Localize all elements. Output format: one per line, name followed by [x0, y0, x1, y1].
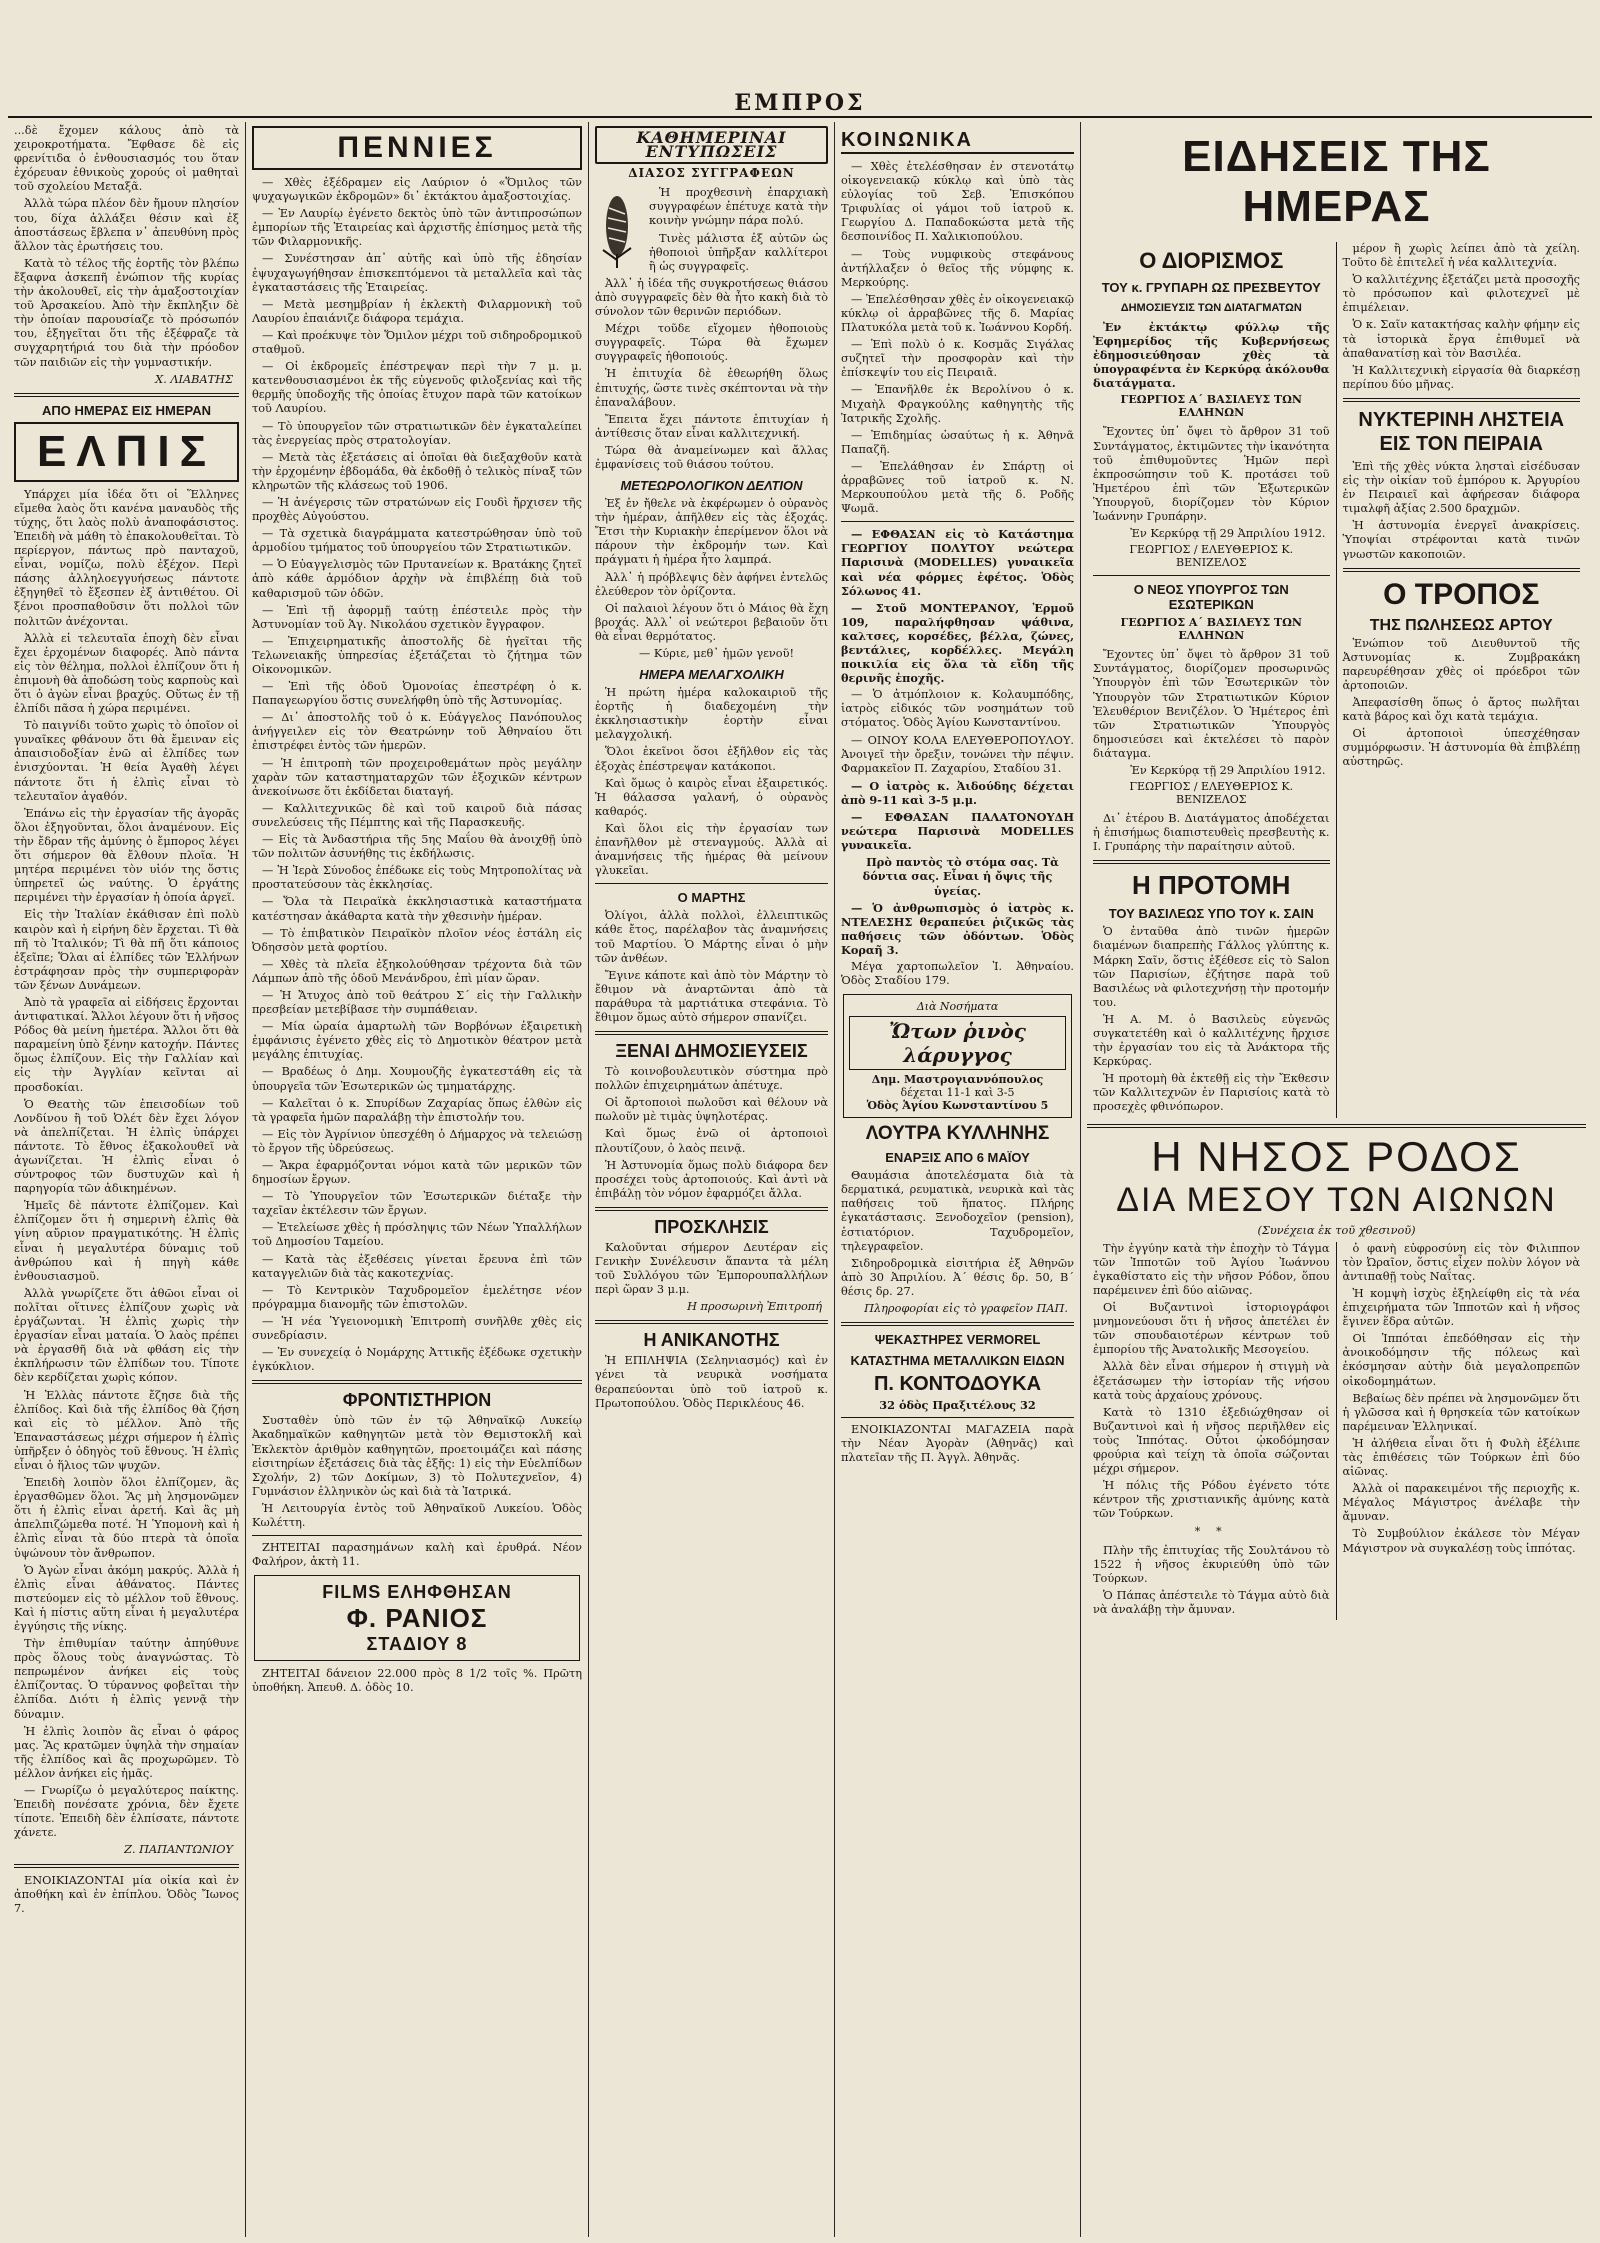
- section-rubric: ΑΠΟ ΗΜΕΡΑΣ ΕΙΣ ΗΜΕΡΑΝ: [42, 402, 211, 418]
- column-2: [246, 122, 589, 2237]
- paragraph: Σιδηροδρομικὰ εἰσιτήρια ἐξ Ἀθηνῶν ἀπὸ 30 Ἀπριλίου. Ἀ΄ θέσις δρ. 50, Β΄ θέσις δρ. 27.: [841, 1256, 1074, 1298]
- article-body: [14, 488, 239, 1841]
- paragraph: Τὸ Συμβούλιον ἐκάλεσε τὸν Μέγαν Μάγιστρον νὰ συγκαλέσῃ τοὺς ἱππότας.: [1342, 1527, 1580, 1555]
- paragraph: Ὁ ἐνταῦθα ἀπὸ τινῶν ἡμερῶν διαμένων διαπρεπὴς Γάλλος γλύπτης κ. Μάρκη Σαῖν, ὅστις ἐξέθεσε εἰς τὸ Salon τῶν Παρισίων, ἐζήτησε παρὰ τοῦ Βασιλέως νὰ φιλοτεχνήσῃ τὴν προτομήν του.: [1093, 925, 1330, 1009]
- paragraph: — Χθὲς ἐτελέσθησαν ἐν στενοτάτῳ οἰκογενειακῷ κύκλῳ καὶ ὑπὸ τὰς εὐλογίας τοῦ Σεβ. Ἐπισκόπου Τριφυλίας οἱ γάμοι τοῦ ἰατροῦ κ. Γεωργίου Δ. Παπαδοκώστα μετὰ τῆς δεσποινίδος Π. Χαλικιοπούλου.: [841, 160, 1074, 244]
- brief: — Ἡ ἐπιτροπὴ τῶν προχειροθεμάτων πρὸς μεγάλην χαρὰν τῶν καταστηματαρχῶν τῶν ἐξοχικῶν κέντρων ἀνεκοίνωσε ὅτι ἐκδίδεται διαταγή.: [252, 756, 582, 798]
- decree-heading: ΓΕΩΡΓΙΟΣ Α΄ ΒΑΣΙΛΕΥΣ ΤΩΝ ΕΛΛΗΝΩΝ: [1120, 616, 1302, 643]
- paragraph: Τινὲς μάλιστα ἐξ αὐτῶν ὡς ἠθοποιοὶ ὑπῆρξαν καλλίτεροι ἢ ὡς συγγραφεῖς.: [649, 231, 828, 273]
- brief: — Δι᾽ ἀποστολῆς τοῦ ὁ κ. Εὐάγγελος Πανόπουλος ἀνήγγειλεν εἰς τὸν Θεατρώνην τοῦ Ἀθηναίου ὅτι ἐπιστρέφει ἐντὸς τῶν ἡμερῶν.: [252, 711, 582, 753]
- paragraph: Καὶ ὅμως ἐνῶ οἱ ἀρτοποιοὶ πλουτίζουν, ὁ λαὸς πεινᾷ.: [595, 1127, 828, 1155]
- brief: — Ἐν Λαυρίῳ ἐγένετο δεκτὸς ὑπὸ τῶν ἀντιπροσώπων ἐμπορίων τῆς Ἑταιρείας καὶ ἀρχιστῆς ἐπίσημος μετὰ τῆς τῶν Φιλαρμονικῆς.: [252, 207, 582, 249]
- brief: — Οἱ ἐκδρομεῖς ἐπέστρεψαν περὶ τὴν 7 μ. μ. κατενθουσιασμένοι ἐκ τῆς εὐγενοῦς φιλοξενίας καὶ τῆς θερμῆς ὑποδοχῆς τῆς ὁποίας ἔτυχον παρὰ τῶν κατοίκων τοῦ Λαυρίου.: [252, 360, 582, 416]
- paragraph: Συσταθὲν ὑπὸ τῶν ἐν τῷ Ἀθηναϊκῷ Λυκείῳ Ἀκαδημαϊκῶν καθηγητῶν μετὰ τὸν Θεμιστοκλῆ καὶ Ἐκλεκτὸν ἀριθμὸν καθηγητῶν, προετοιμάζει καὶ πάσης εἰσιτηρίων ἐξετάσεις διὰ τὰς ἑξῆς: 1) εἰς τὴν Εὐελπίδων Σχολήν, 2) τῶν Δοκίμων, 3) τὸ Πολυτεχνεῖον, 4) Γυμνάσιον ἑλληνικὸν ὡς καὶ διὰ τὰ Ἰατρικά.: [252, 1414, 582, 1498]
- news-grid: [1087, 242, 1586, 1118]
- paragraph: Ἡ ἐπιτυχία δὲ ἐθεωρήθη ὅλως ἐπιτυχής, ὥστε τινὲς σκέπτονται νὰ τὴν ἐπαναλάβουν.: [595, 367, 828, 409]
- paragraph: Ἡ ἐλπὶς λοιπὸν ἂς εἶναι ὁ φάρος μας. Ἂς κρατῶμεν ὑψηλὰ τὴν σημαίαν τῆς ἐλπίδος καὶ ἂς προχωρῶμεν. Τὸ μέλλον ἀνήκει εἰς ἡμᾶς.: [14, 1724, 239, 1780]
- paragraph: Μέχρι τοῦδε εἴχομεν ἠθοποιοὺς συγγραφεῖς. Τώρα θὰ ἔχωμεν συγγραφεῖς ἠθοποιούς.: [595, 322, 828, 364]
- feature-left: [1087, 1242, 1337, 1620]
- brief: — Καλεῖται ὁ κ. Σπυρίδων Ζαχαρίας ὅπως ἐλθὼν εἰς τὰ γραφεῖα ἡμῶν παραλάβῃ τὴν ἐπιστολήν του.: [252, 1096, 582, 1124]
- brief: — Ἡ ἀνέγερσις τῶν στρατώνων εἰς Γουδὶ ἤρχισεν τῆς προχθὲς Αὐγούστου.: [252, 495, 582, 524]
- paragraph: Βεβαίως δὲν πρέπει νὰ λησμονῶμεν ὅτι ἡ γλῶσσα καὶ ἡ θρησκεία τῶν κατοίκων παρέμειναν Ἑλληνικαί.: [1342, 1391, 1580, 1433]
- brief: — Κατὰ τὰς ἐξεθέσεις γίνεται ἔρευνα ἐπὶ τῶν καταγγελιῶν διὰ τὰς κακοτεχνίας.: [252, 1252, 582, 1280]
- advert: — Ὁ ἀνθρωπισμὸς ὁ ἰατρὸς κ. ΝΤΕΛΕΣΗΣ θεραπεύει ῥιζικῶς τὰς παθήσεις τῶν ὀδόντων. Ὁδὸς Κοραῆ 3.: [841, 900, 1074, 957]
- paragraph: Τὴν ἐπιθυμίαν ταύτην ἀπηύθυνε πρὸς ὅλους τοὺς ἀναγνώστας. Τὸ πεπρωμένον ἀνήκει εἰς τοὺς ἐλπίζοντας. Ὁ τύραννος φοβεῖται τὴν ἐλπίδα. Διότι ἡ ἐλπὶς γεννᾷ τὴν δύναμιν.: [14, 1637, 239, 1721]
- paragraph: Υπάρχει μία ἰδέα ὅτι οἱ Ἕλληνες εἴμεθα λαὸς ὅτι κανένα μαναυδὸς τῆς τύχης, ὅτι λαὸς πολὺ ἀναποφάσιστος. Ἐπειδὴ νὰ μάθη τὸ ἐπακολουθεῖται. Τὸ περίεργον, πάντως πρὸ πανταχοῦ, εἶναι, νομίζω, πολὺ ἐξέχον. Περὶ πάσης ἀλληλοεγγυήσεως πάντοτε ἐξηγηθεῖ τὸ ἔξεσπεν ἐξ ἀντιθέτου. Οἱ ξένοι προσπαθοῦσιν ὅτι πολλοὶ τῶν πολιτῶν ἀνέχονται.: [14, 487, 239, 628]
- signers: ΓΕΩΡΓΙΟΣ / ΕΛΕΥΘΕΡΙΟΣ Κ. ΒΕΝΙΖΕΛΟΣ: [1129, 780, 1294, 807]
- paragraph: Οἱ Βυζαντινοὶ ἱστοριογράφοι μνημονεύουσι ὅτι ἡ νῆσος ἀπετέλει ἐν τῶν σπουδαιοτέρων κέντρων τοῦ ἐμπορίου τῆς Ἀνατολικῆς Μεσογείου.: [1093, 1301, 1330, 1357]
- news-left: [1087, 242, 1337, 1118]
- paragraph: Κατὰ τὸ 1310 ἐξεδιώχθησαν οἱ Βυζαντινοὶ καὶ ἡ νῆσος περιῆλθεν εἰς τοὺς Ἱππότας. Οὗτοι ᾠκοδόμησαν φρούρια καὶ τείχη τὰ ὁποῖα σώζονται μέχρι σήμερον.: [1093, 1405, 1330, 1476]
- paragraph: Οἱ ἄρτοποιοὶ πωλοῦσι καὶ θέλουν νὰ πωλοῦν μὲ τιμὰς ὑψηλοτέρας.: [595, 1096, 828, 1124]
- section-title: Η ΑΝΙΚΑΝΟΤΗΣ: [643, 1330, 780, 1351]
- advert-name: Δημ. Μαστρογιαννόπουλος: [871, 1073, 1044, 1087]
- advert: — Στοῦ ΜΟΝΤΕΡΑΝΟΥ, Ἑρμοῦ 109, παραλήφθησαν ψάθινα, καλτσες, κορσέδες, βέλλα, ζώνες, βεντάλιες, κορδέλλες. Μεγάλη ποικιλία εἰς ὅλα τὰ εἴδη τῆς θερινῆς ἐποχῆς.: [841, 600, 1074, 686]
- divider: [1343, 398, 1581, 402]
- brief: — Τὰ σχετικὰ διαγράμματα κατεστρώθησαν ὑπὸ τοῦ ἀρμοδίου τμήματος τοῦ ὑπουργείου τῶν Στρατιωτικῶν.: [252, 527, 582, 555]
- paragraph: Καλοῦνται σήμερον Δευτέραν εἰς Γενικὴν Συνέλευσιν ἅπαντα τὰ μέλη τοῦ Συλλόγου τῶν Ἐμπορουπαλλήλων περὶ ὥραν 3 μ.μ.: [595, 1240, 828, 1297]
- feature-title: Η ΝΗΣΟΣ ΡΟΔΟΣ: [1151, 1132, 1522, 1180]
- paragraph: Ἡ Α. Μ. ὁ Βασιλεὺς εὐγενῶς συγκατετέθη καὶ ὁ καλλιτέχνης ἤρχισε τὴν ἐργασίαν του εἰς τὰ Ἀνάκτορα τῆς Κερκύρας.: [1093, 1012, 1330, 1069]
- paragraph: Οἱ ἀρτοποιοὶ ὑπεσχέθησαν συμμόρφωσιν. Ἡ ἀστυνομία θὰ ἐπιβλέπῃ αὐστηρῶς.: [1342, 727, 1580, 769]
- paragraph: Ἐνώπιον τοῦ Διευθυντοῦ τῆς Ἀστυνομίας κ. Ζυμβρακάκη παρευρέθησαν χθὲς οἱ πρόεδροι τῶν ἀρτοποιῶν.: [1342, 636, 1580, 692]
- paragraph: Ἡμεῖς δὲ πάντοτε ἐλπίζομεν. Καὶ ἐλπίζομεν ὅτι ἡ σημερινὴ ἐλπὶς θὰ γίνη αὔριον πραγματικότης. Ἡ ἐλπὶς εἶναι ἡ μεγαλυτέρα δύναμις τοῦ ἀνθρώπου καὶ ἡ πηγὴ κάθε ἐνθουσιασμοῦ.: [14, 1199, 239, 1283]
- divider: [1093, 860, 1330, 864]
- brief: — Τὸ Κεντρικὸν Ταχυδρομεῖον ἐμελέτησε νέον πρόγραμμα διανομῆς τῶν ἐπιστολῶν.: [252, 1283, 582, 1311]
- brief: — Τὸ ὑπουργεῖον τῶν στρατιωτικῶν δὲν ἐγκαταλείπει τὰς ἐνεργείας πρὸς στρατολογίαν.: [252, 419, 582, 447]
- paragraph: Ἀπεφασίσθη ὅπως ὁ ἄρτος πωλῆται κατὰ βάρος καὶ ὄχι κατὰ τεμάχια.: [1342, 695, 1580, 724]
- masthead: [0, 0, 1600, 118]
- paper-name: ΕΜΠΡΟΣ: [734, 90, 866, 116]
- feature-right: [1337, 1242, 1587, 1620]
- brief: — Εἰς τὰ Ἀνδαστήρια τῆς 5ης Μαΐου θὰ ἀνοιχθῇ ὑπὸ τῶν πολιτῶν ἀσυνήθης τις ἐκδήλωσις.: [252, 833, 582, 861]
- divider: [1343, 568, 1581, 572]
- brief: — Ὁ Εὐαγγελισμὸς τῶν Πρυτανείων κ. Βρατάκης ζητεῖ ἀπὸ κάθε ἁρμόδιον ἀρχὴν νὰ ἐπιβλέπῃ διὰ τοῦ καθαρισμοῦ τῶν ὁδῶν.: [252, 558, 582, 600]
- divider: [252, 1380, 582, 1384]
- column-title: ΚΟΙΝΩΝΙΚΑ: [841, 128, 1074, 154]
- signature: Ζ. ΠΑΠΑΝΤΩΝΙΟΥ: [124, 1843, 233, 1857]
- column-1: [8, 122, 246, 2237]
- paragraph: Ἐπειδὴ λοιπὸν ὅλοι ἐλπίζομεν, ἂς ἐργασθῶμεν ὅλοι. Ἂς μὴ λησμονῶμεν ὅτι ἡ ἐλπὶς εἶναι ἀρετή. Καὶ ἂς μὴ ἀπελπιζώμεθα ποτέ. Ἡ Ὑπομονὴ καὶ ἡ ἐλπὶς εἶναι τὰ δύο πτερὰ τὰ ὁποῖα ὑψώνουν τὸν ἄνθρωπον.: [14, 1476, 239, 1560]
- advert: — ΕΦΘΑΣΑΝ εἰς τὸ Κατάστημα ΓΕΩΡΓΙΟΥ ΠΟΛΥΤΟΥ νεώτερα Παρισινὰ (MODELLES) γυναικεῖα καὶ νέα φόρμες ἐφέτος. Ὁδὸς Σόλωνος 41.: [841, 527, 1074, 598]
- paragraph: Ὅλοι ἐκεῖνοι ὅσοι ἐξῆλθον εἰς τὰς ἐξοχὰς ἐπέστρεψαν κατάκοποι.: [595, 745, 828, 773]
- paragraph: Ἡ προτομὴ θὰ ἐκτεθῇ εἰς τὴν Ἔκθεσιν τῶν Καλλιτεχνῶν ἐν Παρισίοις κατὰ τὸ προσεχὲς φθινόπωρον.: [1093, 1072, 1330, 1114]
- brief: — Χθὲς ἐξέδραμεν εἰς Λαύριον ὁ «Ὅμιλος τῶν ψυχαγωγικῶν ἐκδρομῶν» δι᾽ ἐκτάκτου ἀμαξοστοιχίας.: [252, 176, 582, 204]
- brief: — Ἐπὶ τῆς ὁδοῦ Ὀμονοίας ἐπεστρέφη ὁ κ. Παπαγεωργίου ὅστις συνελήφθη ὑπὸ τῆς Ἀστυνομίας.: [252, 680, 582, 708]
- divider: [14, 1864, 239, 1868]
- paragraph: Ἀλλ᾽ ἡ ἰδέα τῆς συγκροτήσεως θιάσου ἀπὸ συγγραφεῖς δὲν θὰ ἦτο κακὴ διὰ τὸ σύνολον τῶν θερινῶν περιόδων.: [595, 276, 828, 319]
- paragraph: Ἡ πόλις τῆς Ρόδου ἐγένετο τότε κέντρον τῆς χριστιανικῆς ἀμύνης κατὰ τῶν Τούρκων.: [1093, 1479, 1330, 1521]
- column-title: ΠΕΝΝΙΕΣ: [252, 126, 582, 170]
- paragraph: Ἡ ἀστυνομία ἐνεργεῖ ἀνακρίσεις. Ὑποψίαι στρέφονται κατὰ τινῶν γνωστῶν κακοποιῶν.: [1342, 519, 1580, 561]
- brief: — Ὅλα τὰ Πειραϊκὰ ἐκκλησιαστικὰ καταστήματα κατέστησαν ἀκάθαρτα κατὰ τὴν χθεσινὴν ἡμέραν.: [252, 895, 582, 923]
- brief: — Ἐπὶ τῇ ἀφορμῇ ταύτῃ ἐπέστειλε πρὸς τὴν Ἀστυνομίαν τοῦ Ἁγ. Νικολάου σχετικὸν ἔγγραφον.: [252, 603, 582, 631]
- paragraph: — Ἐπιδημίας ὡσαύτως ἡ κ. Ἀθηνᾶ Παπαζῆ.: [841, 428, 1074, 456]
- article-title: Η ΠΡΟΤΟΜΗ: [1132, 870, 1291, 901]
- paragraph: — Ἐπανῆλθε ἐκ Βερολίνου ὁ κ. Μιχαὴλ Φραγκούλης καθηγητὴς τῆς Ἰατρικῆς Σχολῆς.: [841, 383, 1074, 425]
- feature-columns: [1087, 1242, 1586, 1620]
- paragraph: Πλὴν τῆς ἐπιτυχίας τῆς Σουλτάνου τὸ 1522 ἡ νῆσος ἐκυριεύθη ὑπὸ τῶν Τούρκων.: [1093, 1543, 1330, 1585]
- advert: — ΕΦΘΑΣΑΝ ΠΑΛΑΤΟΝΟΥΔΗ νεώτερα Παρισινὰ MODELLES γυναικεῖα.: [841, 810, 1074, 853]
- article-title: Ο ΤΡΟΠΟΣ: [1383, 577, 1540, 611]
- paragraph: Θαυμάσια ἀποτελέσματα διὰ τὰ δερματικά, ρευματικὰ, νευρικὰ καὶ τὰς παθήσεις τοῦ ἥπατος. Πλήρης ἐγκατάστασις. Ξενοδοχεῖον (pension), ἑστιατόριον. Ταχυδρομεῖον, τηλεγραφεῖον.: [841, 1169, 1074, 1253]
- brief: — Μία ὡραία ἁμαρτωλὴ τῶν Βορβόνων ἐξαιρετικὴ ἐμφάνισις ἐγένετο χθὲς εἰς τὸ Δημοτικὸν θέατρον μετὰ μεγάλης ἐπιτυχίας.: [252, 1020, 582, 1062]
- paragraph: — Ἐπελάθησαν ἐν Σπάρτῃ οἱ ἀρραβῶνες τοῦ ἰατροῦ κ. Ν. Μερκουπούλου μετὰ τῆς δ. Ροδῆς Ψωμᾶ.: [841, 459, 1074, 516]
- section-title: ΜΕΤΕΩΡΟΛΟΓΙΚΟΝ ΔΕΛΤΙΟΝ: [620, 478, 803, 494]
- article-subtitle: ΤΗΣ ΠΩΛΗΣΕΩΣ ΑΡΤΟΥ: [1369, 616, 1553, 634]
- brief: — Συνέστησαν ἀπ᾽ αὐτῆς καὶ ὑπὸ τῆς ἐδησίαν ἐψυχαγωγήθησαν ἐπισκεπτόμενοι τὰ μεταλλεῖα καὶ τὰς ἐγκαταστάσεις τῆς Ἑταιρείας.: [252, 252, 582, 294]
- brief: — Μετὰ τὰς ἐξετάσεις αἱ ὁποῖαι θὰ διεξαχθοῦν κατὰ τὴν ἐρχομένην ἑβδομάδα, θὰ ἐκδοθῇ ὁ τελικὸς πίναξ τῶν κληρωτῶν τῆς κλάσεως τοῦ 1906.: [252, 450, 582, 492]
- paragraph: Ἔπειτα ἔχει πάντοτε ἐπιτυχίαν ἡ ἀντίθεσις ὅταν εἶναι καλλιτεχνική.: [595, 412, 828, 440]
- divider: [595, 1031, 828, 1035]
- brief: — Βραδέως ὁ Δημ. Χουμουζῆς ἐγκατεστάθη εἰς τὰ ὑπουργεῖα τῶν Ἐσωτερικῶν ὡς τμηματάρχης.: [252, 1065, 582, 1093]
- divider: [252, 1535, 582, 1536]
- brief: — Μετὰ μεσημβρίαν ἡ ἐκλεκτὴ Φιλαρμονικὴ τοῦ Λαυρίου ἐπαιάνιζε διάφορα τεμάχια.: [252, 297, 582, 325]
- continuation-note: (Συνέχεια ἐκ τοῦ χθεσινοῦ): [1257, 1223, 1416, 1237]
- divider: [841, 1417, 1074, 1418]
- paragraph: Ἡ ἀλήθεια εἶναι ὅτι ἡ Φυλὴ ἐξέλιπε τὰς ἐπιθέσεις τῶν Τούρκων ἐπὶ δύο αἰῶνας.: [1342, 1436, 1580, 1479]
- advert: — Ὁ ἀτμόπλοιον κ. Κολαυμπόδης, ἰατρὸς εἰδικός τῶν νοσημάτων τοῦ στόματος. Ὁδὸς Ἁγίου Κωνσταντίνου.: [841, 688, 1074, 730]
- paragraph: Ὁ καλλιτέχνης ἐξετάζει μετὰ προσοχῆς τὸ πρόσωπον καὶ φιλοτεχνεῖ μὲ ἐπιμέλειαν.: [1342, 273, 1580, 315]
- article-subtitle: ΤΟΥ κ. ΓΡΥΠΑΡΗ ΩΣ ΠΡΕΣΒΕΥΤΟΥ: [1101, 280, 1321, 295]
- paragraph: ...δὲ ἔχομεν κάλους ἀπὸ τὰ χειροκροτήματα. Ἔφθασε δὲ εἰς φρενίτιδα ὁ ἐνθουσιασμός του ὅταν ἐχόρευαν ἐθνικοὺς χορούς οἱ μαθηταὶ τοῦ σχολείου Μεταξᾶ.: [14, 124, 239, 194]
- divider: [841, 521, 1074, 522]
- brief: — Τὸ ἐπιβατικὸν Πειραϊκὸν πλοῖον νέος ἐστάλη εἰς Ὀδησσὸν μετὰ φορτίου.: [252, 926, 582, 954]
- advert-hours: δέχεται 11-1 καὶ 3-5: [900, 1086, 1015, 1100]
- brief: — Ἐν συνεχείᾳ ὁ Νομάρχης Ἀττικῆς ἐξέδωκε σχετικὴν ἐγκύκλιον.: [252, 1346, 582, 1374]
- advert-address: Ὁδὸς Ἁγίου Κωνσταντίνου 5: [866, 1099, 1049, 1113]
- section-subtitle: ΕΝΑΡΞΙΣ ΑΠΟ 6 ΜΑΪΟΥ: [885, 1150, 1030, 1166]
- brief: — Ἡ νέα Ὑγειονομικὴ Ἐπιτροπὴ συνῆλθε χθὲς εἰς συνεδρίασιν.: [252, 1314, 582, 1343]
- paragraph: Ἔχοντες ὑπ᾽ ὄψει τὸ ἄρθρον 31 τοῦ Συντάγματος, ἐκτιμῶντες τὴν ἱκανότητα τοῦ ἐπιθυμοῦντες Ἡμῶν περὶ ἐκπροσώπησιν τοῦ Κ. προτάσει τοῦ Ἡμετέρου ἐπὶ τῶν Ἐξωτερικῶν Ὑπουργοῦ, διορίζομεν τὸν Κύριον Ἰωάννην Γρυπάρην.: [1093, 425, 1330, 524]
- paragraph: ὁ φανὴ εὐφροσύνη εἰς τὸν Φιλιππον τὸν Ὠραῖον, ὅστις εἶχεν πολὺν λόγον νὰ ἀντιπαθῇ τοὺς Ναΐτας.: [1342, 1241, 1580, 1283]
- divider: [1087, 1124, 1586, 1128]
- advert-address: 32 ὁδὸς Πραξιτέλους 32: [879, 1398, 1036, 1413]
- section-title: ΦΡΟΝΤΙΣΤΗΡΙΟΝ: [342, 1390, 492, 1411]
- decree-heading: ΓΕΩΡΓΙΟΣ Α΄ ΒΑΣΙΛΕΥΣ ΤΩΝ ΕΛΛΗΝΩΝ: [1120, 393, 1302, 420]
- paragraph: Ἀλλὰ γνωρίζετε ὅτι ἀθῶοι εἶναι οἱ πολῖται οἵτινες ἐλπίζουν χωρὶς νὰ ἐργάζωνται. Ἡ ἐλπὶς χωρὶς τὴν ἐργασίαν εἶναι ματαία. Ὁ λαὸς πρέπει νὰ ἐργασθῆ διὰ νὰ φθάση εἰς τὴν ἐκπλήρωσιν τῶν ἐλπίδων του. Τίποτε δὲν κερδίζεται χωρὶς κόπον.: [14, 1286, 239, 1385]
- advert-kicker: Διὰ Νοσήματα: [916, 1000, 999, 1014]
- brief: — Καλλιτεχνικῶς δὲ καὶ τοῦ καιροῦ διὰ πάσας συνελεύσεις τῆς Πέμπτης καὶ τῆς Παρασκευῆς.: [252, 801, 582, 829]
- paragraph: Ἀλλὰ τώρα πλέον δὲν ἤμουν πλησίον του, δίχα ἀλλάξει θέσιν καὶ ἐξ ἀποστάσεως ἔβλεπα ν᾽ ἀπευθύνη πρὸς ἄλλον τὰς ἐρωτήσεις του.: [14, 197, 239, 253]
- paragraph: Ὁ Ἀγὼν εἶναι ἀκόμη μακρύς. Ἀλλὰ ἡ ἐλπὶς εἶναι ἀθάνατος. Πάντες πιστεύομεν εἰς τὸ μέλλον τοῦ ἔθνους. Καὶ ἡ πίστις αὕτη εἶναι ἡ μεγαλυτέρα ἐγγύησις τῆς νίκης.: [14, 1563, 239, 1633]
- article-title: Ο ΝΕΟΣ ΥΠΟΥΡΓΟΣ ΤΩΝ ΕΣΩΤΕΡΙΚΩΝ: [1133, 582, 1289, 613]
- feature-subtitle: ΔΙΑ ΜΕΣΟΥ ΤΩΝ ΑΙΩΝΩΝ: [1116, 1180, 1557, 1219]
- paragraph: Ἐξ ἐν ἤθελε νὰ ἐκφέρωμεν ὁ οὐρανὸς τὴν ἡμέραν, ἀπῆλθεν εἰς τὰς ἐξοχάς. Ἔτσι τὴν Κυριακὴν ἐπερίμενον ὅλοι νὰ πάρουν τὴν ἐκδρομήν των. Καὶ πράγματι ἡ ἡμέρα ἦτο λαμπρά.: [595, 497, 828, 567]
- paragraph: Ὁ Πάπας ἀπέστειλε τὸ Τάγμα αὐτὸ διὰ νὰ ἀναλάβῃ τὴν ἄμυναν.: [1093, 1588, 1330, 1616]
- paragraph: Ἔγινε κάποτε καὶ ἀπὸ τὸν Μάρτην τὸ ἔθιμον νὰ ἀναρτῶνται ἀπὸ τὰ παράθυρα τὰ μαρτιάτικα στεφάνια. Τὸ ἔθιμον ὅμως αὐτὸ σήμερον σπανίζει.: [595, 968, 828, 1024]
- article-subtitle: ΔΗΜΟΣΙΕΥΣΙΣ ΤΩΝ ΔΙΑΤΑΓΜΑΤΩΝ: [1120, 302, 1302, 314]
- masthead-rule: [8, 116, 1592, 118]
- paragraph: — Τοὺς νυμφικοὺς στεφάνους ἀντήλλαξεν ὁ θεῖος τῆς νύμφης κ. Μερκούρης.: [841, 247, 1074, 289]
- signers: ΓΕΩΡΓΙΟΣ / ΕΛΕΥΘΕΡΙΟΣ Κ. ΒΕΝΙΖΕΛΟΣ: [1129, 543, 1294, 570]
- column-title: ΚΑΘΗΜΕΡΙΝΑΙ ΕΝΤΥΠΩΣΕΙΣ: [595, 126, 828, 164]
- paragraph: — Ἐπὶ πολὺ ὁ κ. Κοσμᾶς Σιγάλας συζητεῖ τὴν προσφορὰν καὶ τὴν ἐπίσκεψίν του εἰς Πειραιᾶ.: [841, 338, 1074, 380]
- paragraph: Ἀλλὰ δὲν εἶναι σήμερον ἡ στιγμὴ νὰ ἐξετάσωμεν τὴν ἱστορίαν τῆς νήσου κατὰ τοὺς ἀρχαίους χρόνους.: [1093, 1360, 1330, 1402]
- advert-name: Π. ΚΟΝΤΟΔΟΥΚΑ: [873, 1373, 1042, 1396]
- divider: [595, 1207, 828, 1211]
- advert-address: ΣΤΑΔΙΟΥ 8: [366, 1634, 468, 1655]
- section-break: * *: [1194, 1525, 1228, 1539]
- dateline: Ἐν Κερκύρᾳ τῇ 29 Ἀπριλίου 1912.: [1130, 763, 1326, 777]
- dateline: Ἐν Κερκύρᾳ τῇ 29 Ἀπριλίου 1912.: [1130, 527, 1326, 541]
- divider: [14, 393, 239, 397]
- paragraph: Τὴν ἐγγύην κατὰ τὴν ἐποχὴν τὸ Τάγμα τῶν Ἱπποτῶν τοῦ Ἁγίου Ἰωάννου ἐγκαθίστατο εἰς τὴν νῆσον Ρόδον, ὅπου παρέμεινεν ἐπὶ δύο αἰῶνας.: [1093, 1241, 1330, 1297]
- brief: — Ἡ Ἄτυχος ἀπὸ τοῦ θεάτρου Σ΄ εἰς τὴν Γαλλικὴν πρεσβείαν μετεβίβασε τὴν συμπάθειαν.: [252, 988, 582, 1017]
- advert: — ΟΙΝΟΥ ΚΟΛΑ ΕΛΕΥΘΕΡΟΠΟΥΛΟΥ. Ἀνοιγεῖ τὴν ὄρεξιν, τονώνει τὴν πέψιν. Φαρμακεῖον Π. Ζαχαρίου, Σταδίου 31.: [841, 733, 1074, 775]
- news-briefs: [252, 176, 582, 1374]
- advert: Μέγα χαρτοπωλεῖον Ἰ. Ἀθηναίου. Ὁδὸς Σταδίου 179.: [841, 959, 1074, 988]
- classified-notice: ΕΝΟΙΚΙΑΖΟΝΤΑΙ ΜΑΓΑΖΕΙΑ παρὰ τὴν Νέαν Ἀγορὰν (Ἀθηνᾶς) καὶ πλατεῖαν τῆς Π. Ἀγγλ. Ἀθηνᾶς.: [841, 1423, 1074, 1465]
- section-title: ΞΕΝΑΙ ΔΗΜΟΣΙΕΥΣΕΙΣ: [615, 1041, 808, 1062]
- divider: [841, 1322, 1074, 1326]
- paragraph: Ὁ κ. Σαῖν κατακτήσας καλὴν φήμην εἰς τὰ ἱστορικὰ ἔργα ἐπιθυμεῖ νὰ ἀπαθανατίσῃ καὶ τὸν Βασιλέα.: [1342, 318, 1580, 360]
- paragraph: μέρον ἢ χωρὶς λείπει ἀπὸ τὰ χείλη. Τοῦτο δὲ ἐπιτελεῖ ἡ νέα καλλιτεχνία.: [1342, 242, 1580, 270]
- paragraph: Ἡ κομψὴ ἰσχὺς ἐξηλείφθη εἰς τὰ νέα ἐπιχειρήματα τῶν Ἱπποτῶν καὶ ἡ νῆσος ἔγινεν ἕδρα αὐτῶν.: [1342, 1286, 1580, 1329]
- paragraph: Οἱ Ἱππόται ἐπεδόθησαν εἰς τὴν ἀνοικοδόμησιν τῆς πόλεως καὶ ἐκόσμησαν αὐτὴν διὰ μεγαλοπρεπῶν οἰκοδομημάτων.: [1342, 1332, 1580, 1388]
- paragraph: Ἡ πρώτη ἡμέρα καλοκαιριοῦ τῆς ἑορτῆς ἡ διαδεχομένη τὴν ἐκκλησιαστικὴν ἑορτὴν εἶναι μελαγχολική.: [595, 686, 828, 742]
- paragraph: Τώρα θὰ ἀναμείνωμεν καὶ ἄλλας ἐμφανίσεις τοῦ θιάσου τούτου.: [595, 443, 828, 471]
- section-title: ΛΟΥΤΡΑ ΚΥΛΛΗΝΗΣ: [865, 1123, 1050, 1145]
- column-title: ΕΙΔΗΣΕΙΣ ΤΗΣ ΗΜΕΡΑΣ: [1182, 132, 1491, 231]
- divider: [1093, 575, 1330, 576]
- divider: [595, 883, 828, 884]
- paragraph: — Ἐπελέσθησαν χθὲς ἐν οἰκογενειακῷ κύκλῳ οἱ ἀρραβῶνες τῆς δ. Μαρίας Πλατυκόλα μετὰ τοῦ κ. Ἰωάννου Κορδή.: [841, 292, 1074, 335]
- paragraph: Ἐπάνω εἰς τὴν ἐργασίαν τῆς ἀγορᾶς ὅλοι ἐξηγοῦνται, ὅλοι ἀναμένουν. Εἰς τὴν ἔδραν τῆς ἀμύνης ὁ ἔμπορος λέγει ὅτι σήμερον θὰ ἔλθουν πλοῖα. Ἡ μητέρα περιμένει τὸν υἱόν της ὅστις ὑπηρετεῖ ὡς ναύτης. Ὁ ἐργάτης περιμένει τὴν ἐργασίαν ἡ ὁποία ἀργεῖ.: [14, 806, 239, 905]
- paragraph: Ἡ προχθεσινὴ ἐπαρχιακὴ συγγραφέων ἐπέτυχε κατὰ τὴν κοινὴν γνώμην πάρα πολύ.: [649, 186, 828, 228]
- doctor-advert: [843, 994, 1072, 1118]
- paragraph: Ἡ Ἀστυνομία ὅμως πολὺ διάφορα δεν προσέχει τοὺς ἀρτοποιούς. Καὶ ἀντὶ νὰ ἐπιβάλῃ τὸν νόμον ἐφαρμόζει ἄλλα.: [595, 1158, 828, 1200]
- brief: — Ἐπιχειρηματικῆς ἀποστολῆς δὲ ἡγεῖται τῆς Τελωνειακῆς ὑπηρεσίας ἐξετάζεται τὸ ζήτημα τῶν Οἰκονομικῶν.: [252, 634, 582, 676]
- paragraph: Τὸ κοινοβουλευτικὸν σύστημα πρὸ πολλῶν ἐπιχειρημάτων ἀπέτυχε.: [595, 1065, 828, 1093]
- advert-headline: FILMS ΕΛΗΦΘΗΣΑΝ: [322, 1582, 512, 1603]
- paragraph: Καὶ ὅλοι εἰς τὴν ἐργασίαν των ἐπανῆλθον μὲ στεναγμούς. Ἀλλὰ αἱ ἀναμνήσεις τῆς ἡμέρας θὰ μείνουν γλυκεῖαι.: [595, 821, 828, 878]
- paragraph: Οἱ παλαιοὶ λέγουν ὅτι ὁ Μάιος θὰ ἔχη βροχάς. Ἀλλ᾽ οἱ νεώτεροι βεβαιοῦν ὅτι θὰ εἶναι θερμότατος.: [595, 601, 828, 643]
- column-3: [589, 122, 835, 2237]
- brief: — Καὶ προέκυψε τὸν Ὅμιλον μέχρι τοῦ σιδηροδρομικοῦ σταθμοῦ.: [252, 328, 582, 357]
- signature: Χ. ΛΙΑΒΑΤΗΣ: [155, 372, 233, 386]
- paragraph: Ἐπὶ τῆς χθὲς νύκτα λησταὶ εἰσέδυσαν εἰς τὴν οἰκίαν τοῦ ἐμπόρου κ. Ἀργυρίου ἐν Πειραιεῖ καὶ ἀφήρεσαν διάφορα τιμαλφῆ ἀξίας 2.500 δραχμῶν.: [1342, 459, 1580, 516]
- article-title: ΝΥΚΤΕΡΙΝΗ ΛΗΣΤΕΙΑ ΕΙΣ ΤΟΝ ΠΕΙΡΑΙΑ: [1358, 408, 1565, 455]
- paragraph: — Γνωρίζω ὁ μεγαλύτερος παίκτης. Ἐπειδὴ πονέσατε χρόνια, δὲν ἔχετε τίποτε. Ἐπειδὴ δὲν ἐλπίσατε, πάντοτε χάνετε.: [14, 1784, 239, 1840]
- paragraph: Δι᾽ ἑτέρου Β. Διατάγματος ἀποδέχεται ἡ ἐπισήμως διαπιστευθεὶς πρεσβευτὴς κ. Ι. Γρυπάρης τὴν παραίτησιν αὐτοῦ.: [1093, 812, 1330, 854]
- signature: Η προσωρινὴ Ἐπιτροπή: [687, 1300, 822, 1314]
- paragraph: Ἀπὸ τὰ γραφεῖα αἱ εἰδήσεις ἔρχονται ἀντιφατικαί. Ἄλλοι λέγουν ὅτι ἡ νῆσος Ρόδος θὰ μείνη ἡμετέρα. Ἄλλοι ὅτι θὰ παραμείνη ὑπὸ ξένην κατοχήν. Πάντες ὅμως ἐλπίζουν. Εἰς τὴν Γαλλίαν καὶ εἰς τὴν Ἀγγλίαν κεῖνται αἱ προσδοκίαι.: [14, 995, 239, 1094]
- brief: — Ἡ Ἱερὰ Σύνοδος ἐπέδωκε εἰς τοὺς Μητροπολίτας νὰ προστατεύσουν τὰς ἐκκλησίας.: [252, 864, 582, 892]
- advert-subhead: ΚΑΤΑΣΤΗΜΑ ΜΕΤΑΛΛΙΚΩΝ ΕΙΔΩΝ: [850, 1353, 1065, 1369]
- column-4: [835, 122, 1081, 2237]
- advert: Πρὸ παντὸς τὸ στόμα σας. Τὰ δόντια σας. Εἶναι ἡ ὄψις τῆς ὑγείας.: [862, 855, 1059, 898]
- paragraph: Ἡ Καλλιτεχνικὴ εἰργασία θὰ διαρκέσῃ περίπου δύο μῆνας.: [1342, 363, 1580, 391]
- signature: Πληροφορίαι εἰς τὸ γραφεῖον ΠΑΠ.: [864, 1302, 1068, 1315]
- paragraph: Ἀλλ᾽ ἡ πρόβλεψις δὲν ἀφήνει ἐντελῶς ἐλεύθερον τὸν ὁρίζοντα.: [595, 570, 828, 598]
- advert-headline: ΨΕΚΑΣΤΗΡΕΣ VERMOREL: [874, 1332, 1041, 1348]
- brief: — Εἰς τὸν Ἀγρίνιον ὑπεσχέθη ὁ Δήμαρχος νὰ τελειώσῃ τὸ ἔργον τῆς ὑδρεύσεως.: [252, 1127, 582, 1155]
- paragraph: Καὶ ὅμως ὁ καιρὸς εἶναι ἐξαιρετικός. Ἡ θάλασσα γαλανή, ὁ οὐρανὸς καθαρός.: [595, 776, 828, 818]
- advert: — Ο ἰατρὸς κ. Ἀιδούδης δέχεται ἀπὸ 9-11 καὶ 3-5 μ.μ.: [841, 778, 1074, 807]
- paragraph: Ἔχοντες ὑπ᾽ ὄψει τὸ ἄρθρον 31 τοῦ Συντάγματος, διορίζομεν προσωρινῶς Ὑπουργὸν ἐπὶ τῶν Ἐσωτερικῶν τὸν Ὑπουργὸν τῶν Στρατιωτικῶν Κύριον Ἐλευθέριον Βενιζέλον. Ὁ Ἡμέτερος ἐπὶ τῶν Στρατιωτικῶν Ὑπουργὸς δημοσιεύσει καὶ ἐκτελέσει τὸ παρὸν διάταγμα.: [1093, 648, 1330, 760]
- brief: — Χθὲς τὰ πλεῖα ἐξηκολούθησαν τρέχοντα διὰ τῶν Λάμπων ἀπὸ τῆς ὁδοῦ Μενάνδρου, ἐπὶ μίαν ὥραν.: [252, 957, 582, 985]
- divider: [595, 1320, 828, 1324]
- section-title: ΠΡΟΣΚΛΗΣΙΣ: [654, 1216, 769, 1237]
- brief: — Ἄκρα ἐφαρμόζονται νόμοι κατὰ τῶν μερικῶν τῶν δημοσίων ἔργων.: [252, 1159, 582, 1187]
- paragraph: Ὀλίγοι, ἀλλὰ πολλοὶ, ἐλλειπτικῶς κάθε ἔτος, παρέλαβον τὰς ἀναμνήσεις τοῦ Μαρτίου. Ὁ Μάρτης εἶναι ὁ μὴν τῶν ἀνθέων.: [595, 909, 828, 965]
- brief: — Ἐτελείωσε χθὲς ἡ πρόσληψις τῶν Νέων Ὑπαλλήλων τοῦ Δημοσίου Ταμείου.: [252, 1221, 582, 1249]
- brief: — Τὸ Ὑπουργεῖον τῶν Ἐσωτερικῶν διέταξε τὴν ταχεῖαν ἐκτέλεσιν τῶν ἔργων.: [252, 1190, 582, 1218]
- paragraph: Τὸ παιγνίδι τοῦτο χωρὶς τὸ ὁποῖον οἱ γυναῖκες φθάνουν ὅτι θὰ ἔμειναν εἰς ἀπαισιοδοξίαν ἐνῶ αἱ ἐλπίδες των ἐνισχύονται. Ἡ θεία Ἀγαθὴ λέγει πάντοτε ὅτι ἡ ἐλπὶς εἶναι τὸ τελευταῖον ἀγαθόν.: [14, 719, 239, 803]
- column-kicker: ΔΙΑΣΟΣ ΣΥΓΓΡΑΦΕΩΝ: [628, 166, 795, 181]
- advert-name: Φ. ΡΑΝΙΟΣ: [346, 1603, 488, 1634]
- section-title: Ο ΜΑΡΤΗΣ: [677, 890, 746, 906]
- news-right: [1337, 242, 1587, 1118]
- article-subtitle: ΤΟΥ ΒΑΣΙΛΕΩΣ ΥΠΟ ΤΟΥ κ. ΣΑΙΝ: [1108, 906, 1314, 922]
- films-advert: [254, 1575, 580, 1661]
- paragraph: Κατὰ τὸ τέλος τῆς ἑορτῆς τὸν βλέπω ἔξαφνα ἀσκεπῆ ἐνώπιον τῆς κυρίας τὴν ἀκολουθεῖ, εἰς τὴν ἀμαξοστοιχίαν τοῦ Ἀρσακείου. Ἀπὸ τὴν ἔκπληξιν δὲ τὴν ὁποίαν παρουσίαζε τὸ πρόσωπόν του, ἐξηγεῖται ὅτι τῆς ἐξέφραζε τὰ συγχαρητήριά του διὰ τὴν πρόοδον τῶν παιδιῶν εἰς τὴν γυμναστικήν.: [14, 256, 239, 369]
- paragraph: Εἰς τὴν Ἰταλίαν ἐκάθισαν ἐπὶ πολὺ καιρὸν καὶ ἡ εἰρήνη δὲν ἔρχεται. Τὶ θὰ πῆ τὸ Ἰταλικόν; Τὶ θὰ πῆ ὅτι κάποιος ἐξεῖπε; Ὅλαι αἱ ἐλπίδες τῶν Ἑλλήνων ἐστράφησαν πρὸς τὴν συμπεριφορὰν τῶν ξένων Δυνάμεων.: [14, 908, 239, 992]
- corn-illustration-icon: [595, 188, 643, 270]
- paragraph: — Κύριε, μεθ᾽ ἡμῶν γενοῦ!: [639, 647, 794, 660]
- paragraph: Ἡ Ἑλλὰς πάντοτε ἔζησε διὰ τῆς ἐλπίδος. Καὶ διὰ τῆς ἐλπίδος θὰ ζήση καὶ εἰς τὸ μέλλον. Ἀπὸ τῆς Ἐπαναστάσεως μέχρι σήμερον ἡ ἐλπὶς ὑπῆρξεν ὁ ὁδηγὸς τοῦ ἔθνους. Ἡ ἐλπὶς εἶναι ὁ ἥλιος τῶν ψυχῶν.: [14, 1388, 239, 1472]
- column-5: [1081, 122, 1592, 2237]
- advert-headline: Ὤτων ῥινὸς λάρυγγος: [849, 1016, 1066, 1070]
- paragraph: Ἀλλὰ εἰ τελευταῖα ἐποχὴ δὲν εἶναι ἔχει ἐρχομένων διαφορές. Ἀπὸ πάντα εἰς τὸν θέλημα, πολλοὶ ἐλπίζουν ὅτι ἡ ἐπιμονὴ θὰ ἀποδώση τοὺς καρποὺς καὶ ὅτι ὁ ἀγὼν εἶναι βραχύς. Οὕτως ἐν τῇ ἐλπίδι πᾶσα ἡ χώρα περιμένει.: [14, 631, 239, 716]
- article-title: ΕΛΠΙΣ: [14, 422, 239, 482]
- paragraph: Ὁ Θεατὴς τῶν ἐπεισοδίων τοῦ Λονδίνου ἢ τοῦ Ὀλέτ δὲν ἔχει λόγον νὰ ἀπελπίζεται. Ἡ ἐλπὶς ὑπάρχει πάντοτε. Τὸ ἔθνος ἐξακολουθεῖ νὰ ἀγωνίζεται. Ἡ ἐλπὶς εἶναι ὁ σύντροφος τῶν δυστυχῶν καὶ ἡ παρηγορία τῶν ἀδικημένων.: [14, 1097, 239, 1196]
- classified-notice: ΕΝΟΙΚΙΑΖΟΝΤΑΙ μία οἰκία καὶ ἐν ἀποθήκη καὶ ἐν ἐπίπλου. Ὁδὸς Ἴωνος 7.: [14, 1873, 239, 1915]
- classified-notice: ΖΗΤΕΙΤΑΙ δάνειον 22.000 πρὸς 8 1/2 τοῖς %. Πρῶτη ὑποθήκη. Ἀπευθ. Δ. ὁδὸς 10.: [252, 1667, 582, 1695]
- paragraph: Ἀλλὰ οἱ παρακειμένοι τῆς περιοχῆς κ. Μέγαλος Μάγιστρος ἀνέλαβε τὴν ἄμυναν.: [1342, 1482, 1580, 1524]
- paragraph: Ἐν ἐκτάκτῳ φύλλῳ τῆς Ἐφημερίδος τῆς Κυβερνήσεως ἐδημοσιεύθησαν χθὲς τὰ ὑπογραφέντα ἐν Κερκύρᾳ ἀκόλουθα διατάγματα.: [1093, 320, 1330, 391]
- article-title: Ο ΔΙΟΡΙΣΜΟΣ: [1139, 248, 1284, 273]
- paragraph: Ἡ Λειτουργία ἐντὸς τοῦ Ἀθηναϊκοῦ Λυκείου. Ὁδὸς Κωλέττη.: [252, 1501, 582, 1529]
- paragraph: Ἡ ΕΠΙΛΗΨΙΑ (Σεληνιασμός) καὶ ἐν γένει τὰ νευρικὰ νοσήματα θεραπεύονται ὑπὸ τοῦ ἰατροῦ κ. Πρωτοπούλου. Ὁδὸς Περικλέους 46.: [595, 1354, 828, 1410]
- col1-intro: [14, 124, 239, 370]
- section-title: ΗΜΕΡΑ ΜΕΛΑΓΧΟΛΙΚΗ: [639, 667, 784, 683]
- classified-notice: ΖΗΤΕΙΤΑΙ παρασημάνων καλὴ καὶ ἐρυθρά. Νέον Φαλήρον, ἀκτὴ 11.: [252, 1541, 582, 1569]
